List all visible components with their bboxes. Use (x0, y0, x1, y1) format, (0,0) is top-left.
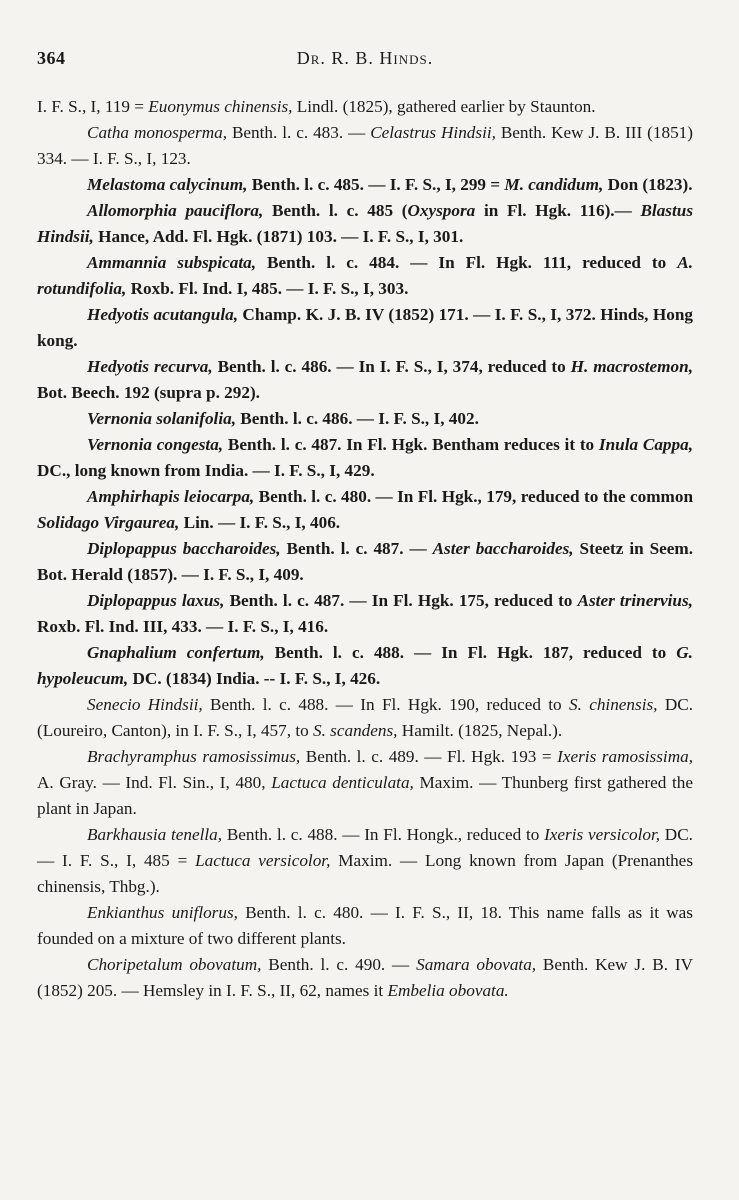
citation-text: Benth. Kew J. B. IV (1852) 205. — Hemsley in I. F. S., II, 62, names it (37, 955, 693, 1000)
page (37, 48, 693, 1004)
citation-text: Benth. l. c. 487. — In Fl. Hgk. 175, reduced to (224, 591, 578, 610)
entry-paragraph (37, 432, 693, 484)
citation-text: Benth. l. c. 490. — (261, 955, 417, 974)
species-name: Enkianthus uniflorus, (87, 903, 238, 922)
citation-text: Bot. Beech. 192 (supra p. 292). (37, 383, 260, 402)
species-name: Choripetalum obovatum, (87, 955, 262, 974)
species-name: G. hypoleucum, (37, 643, 693, 688)
species-name: Lactuca versicolor, (195, 851, 331, 870)
citation-text: Steetz in Seem. Bot. Herald (1857). — I. F. S., I, 409. (37, 539, 693, 584)
citation-text: Benth. l. c. 486. — I. F. S., I, 402. (236, 409, 479, 428)
entry-paragraph (37, 536, 693, 588)
entry-paragraph (37, 250, 693, 302)
entry-paragraph (37, 588, 693, 640)
species-name: Aster trinervius, (577, 591, 693, 610)
species-name: Amphirhapis leiocarpa, (87, 487, 255, 506)
entry-paragraph (37, 952, 693, 1004)
species-name: Ammannia subspicata, (87, 253, 257, 272)
entry-paragraph (37, 406, 693, 432)
species-name: Catha monosperma, (87, 123, 228, 142)
citation-text: in Fl. Hgk. 116).— (475, 201, 641, 220)
citation-text: DC. — I. F. S., I, 485 = (37, 825, 693, 870)
entry-paragraph (37, 822, 693, 900)
citation-text: Don (1823). (603, 175, 693, 194)
species-name: Ixeris ramosissima, (557, 747, 694, 766)
species-name: Brachyramphus ramosissimus, (87, 747, 301, 766)
species-name: Embelia obovata. (387, 981, 509, 1000)
citation-text: Benth. l. c. 480. — In Fl. Hgk., 179, reduced to the common (254, 487, 694, 506)
species-name: Hedyotis acutangula, (87, 305, 238, 324)
citation-text: DC., long known from India. — I. F. S., I, 429. (37, 461, 375, 480)
citation-text: Lindl. (1825), gathered earlier by Staunton. (292, 97, 596, 116)
species-name: Inula Cappa, (598, 435, 693, 454)
citation-text: Benth. l. c. 484. — In Fl. Hgk. 111, reduced to (256, 253, 678, 272)
species-name: Allomorphia pauciflora, (87, 201, 264, 220)
species-name: Vernonia congesta, (87, 435, 224, 454)
citation-text: Benth. Kew J. B. III (1851) 334. — I. F. S., I, 123. (37, 123, 693, 168)
species-name: Oxyspora (407, 201, 476, 220)
species-name: Blastus Hindsii, (37, 201, 694, 246)
citation-text: I. F. S., I, 119 = (37, 97, 149, 116)
species-name: Solidago Virgaurea, (37, 513, 180, 532)
entry-paragraph (37, 744, 693, 822)
species-name: S. chinensis, (568, 695, 658, 714)
species-name: Gnaphalium confertum, (87, 643, 265, 662)
citation-text: Roxb. Fl. Ind. III, 433. — I. F. S., I, 416. (37, 617, 329, 636)
body-text (37, 94, 693, 1004)
species-name: Diplopappus laxus, (87, 591, 225, 610)
entry-paragraph (37, 94, 693, 120)
entry-paragraph (37, 302, 693, 354)
species-name: A. rotundifolia, (37, 253, 693, 298)
citation-text: Benth. l. c. 488. — In Fl. Hgk. 187, reduced to (264, 643, 677, 662)
citation-text: DC. (Loureiro, Canton), in I. F. S., I, 457, to (37, 695, 693, 740)
species-name: Melastoma calycinum, (87, 175, 248, 194)
citation-text: Benth. l. c. 480. — I. F. S., II, 18. This name falls as it was founded on a mixture of two different plants. (37, 903, 693, 948)
citation-text: Benth. l. c. 488. — In Fl. Hgk. 190, reduced to (202, 695, 569, 714)
species-name: S. scandens, (312, 721, 398, 740)
page-number: 364 (37, 48, 66, 68)
entry-paragraph (37, 354, 693, 406)
citation-text: Benth. l. c. 487. In Fl. Hgk. Bentham reduces it to (223, 435, 599, 454)
citation-text: Benth. l. c. 486. — In I. F. S., I, 374, reduced to (212, 357, 571, 376)
species-name: Samara obovata, (416, 955, 537, 974)
entry-paragraph (37, 172, 693, 198)
species-name: Barkhausia tenella, (87, 825, 223, 844)
citation-text: Hamilt. (1825, Nepal.). (397, 721, 563, 740)
species-name: H. macrostemon, (570, 357, 693, 376)
citation-text: Champ. K. J. B. IV (1852) 171. — I. F. S., I, 372. Hinds, Hong kong. (37, 305, 693, 350)
citation-text: Maxim. — Long known from Japan (Prenanthes chinensis, Thbg.). (37, 851, 694, 896)
citation-text: Roxb. Fl. Ind. I, 485. — I. F. S., I, 303. (126, 279, 409, 298)
citation-text: Benth. l. c. 485. — I. F. S., I, 299 = (247, 175, 505, 194)
species-name: Vernonia solanifolia, (87, 409, 236, 428)
citation-text: A. Gray. — Ind. Fl. Sin., I, 480, (37, 773, 272, 792)
citation-text: Benth. l. c. 488. — In Fl. Hongk., reduced to (222, 825, 545, 844)
citation-text: Benth. l. c. 485 ( (263, 201, 408, 220)
entry-paragraph (37, 198, 693, 250)
citation-text: Benth. l. c. 487. — (280, 539, 433, 558)
citation-text: Maxim. — Thunberg first gathered the plant in Japan. (37, 773, 694, 818)
entry-paragraph (37, 692, 693, 744)
species-name: Diplopappus baccharoides, (87, 539, 281, 558)
citation-text: Lin. — I. F. S., I, 406. (179, 513, 341, 532)
species-name: M. candidum, (504, 175, 604, 194)
species-name: Hedyotis recurva, (87, 357, 213, 376)
species-name: Lactuca denticulata, (271, 773, 414, 792)
entry-paragraph (37, 120, 693, 172)
species-name: Euonymus chinensis, (148, 97, 293, 116)
species-name: Ixeris versicolor, (544, 825, 661, 844)
running-header (37, 48, 693, 74)
species-name: Senecio Hindsii, (87, 695, 203, 714)
citation-text: DC. (1834) India. -- I. F. S., I, 426. (128, 669, 381, 688)
entry-paragraph (37, 900, 693, 952)
citation-text: Benth. l. c. 483. — (227, 123, 371, 142)
species-name: Celastrus Hindsii, (370, 123, 496, 142)
running-head-author: Dr. R. B. Hinds. (296, 48, 434, 68)
citation-text: Hance, Add. Fl. Hgk. (1871) 103. — I. F. S., I, 301. (93, 227, 464, 246)
citation-text: Benth. l. c. 489. — Fl. Hgk. 193 = (300, 747, 558, 766)
entry-paragraph (37, 484, 693, 536)
species-name: Aster baccharoides, (432, 539, 574, 558)
entry-paragraph (37, 640, 693, 692)
